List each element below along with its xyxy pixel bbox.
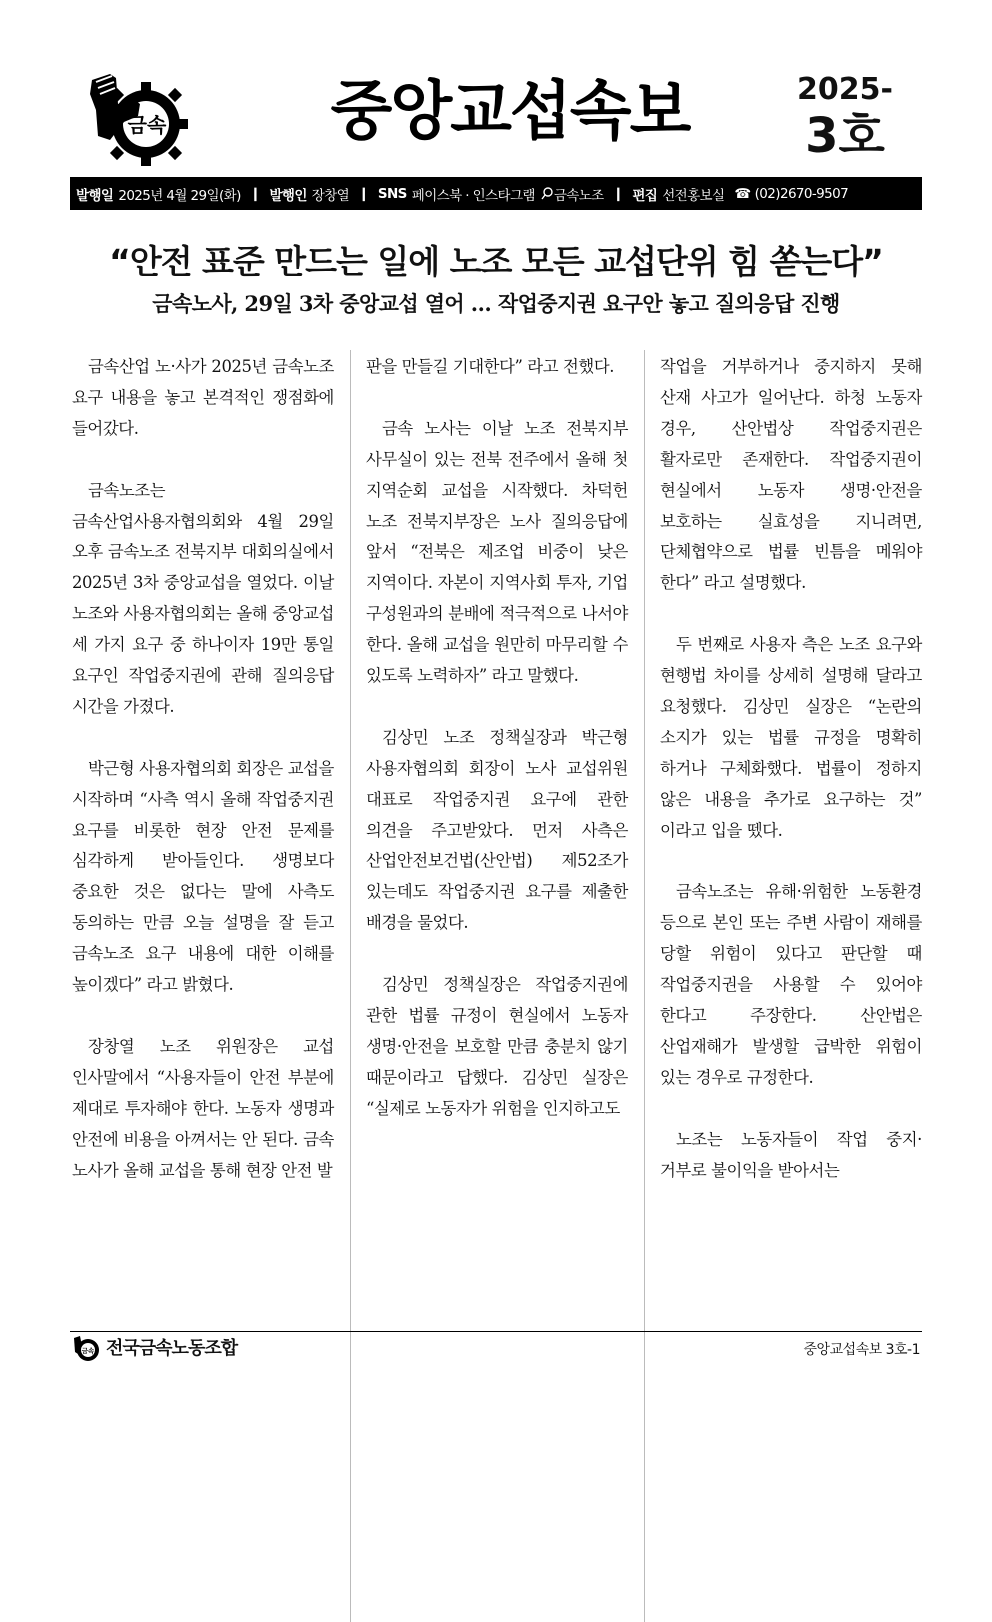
divider: ❙ <box>612 185 624 202</box>
paragraph: 박근형 사용자협의회 회장은 교섭을 시작하며 “사측 역시 올해 작업중지권 요구를 비롯한 현장 안전 문제를 심각하게 받아들인다. 생명보다 중요한 것은 없다는 말에 사측도 동의하는 만큼 오늘 설명을 잘 듣고 금속노조 요구 내용에 대한 이해를 높이겠다” 라고 밝혔다. <box>72 758 334 995</box>
paragraph: 두 번째로 사용자 측은 노조 요구와 현행법 차이를 상세히 설명해 달라고 요청했다. 김상민 실장은 “논란의 소지가 있는 법률 규정을 명확히 하거나 구체화했다. 법률이 정하지 않은 내용을 추가로 요구하는 것” 이라고 입을 뗐다. <box>660 635 922 840</box>
article-column-2 <box>366 352 628 1156</box>
editor: 선전홍보실 <box>662 187 725 204</box>
union-logo <box>84 66 206 168</box>
sns-platforms: 페이스북 · 인스타그램 <box>411 187 535 204</box>
article-column-1 <box>72 352 334 1217</box>
paragraph: 노조는 노동자들이 작업 중지·거부로 불이익을 받아서는 <box>660 1129 922 1180</box>
paragraph: 금속노조는 금속산업사용자협의회와 4월 29일 오후 금속노조 전북지부 대회의실에서 2025년 3차 중앙교섭을 열었다. 이날 노조와 사용자협의회는 올해 중앙교섭 세 가지 요구 중 하나이자 19만 통일 요구인 작업중지권에 관해 질의응답 시간을 가졌다. <box>72 480 334 716</box>
publisher-label: 발행인 <box>269 187 307 204</box>
sns-label: SNS <box>377 185 407 202</box>
paragraph: 판을 만들길 기대한다” 라고 전했다. <box>366 357 615 376</box>
publication-title: 중앙교섭속보 <box>330 75 690 149</box>
publication-info-bar <box>70 177 922 210</box>
paragraph: 금속산업 노·사가 2025년 금속노조 요구 내용을 놓고 본격적인 쟁점화에 들어갔다. <box>72 357 334 438</box>
paragraph: 금속 노사는 이날 노조 전북지부 사무실이 있는 전북 전주에서 올해 첫 지역순회 교섭을 시작했다. 차덕헌 노조 전북지부장은 노사 질의응답에 앞서 “전북은 제조업 비중이 낮은 지역이다. 자본이 지역사회 투자, 기업 구성원과의 분배에 적극적으로 나서야 한다. 올해 교섭을 원만히 마무리할 수 있도록 노력하자” 라고 말했다. <box>366 418 628 686</box>
footer-page-label: 중앙교섭속보 3호-1 <box>803 1342 920 1358</box>
phone-number: (02)2670-9507 <box>754 185 849 202</box>
article-column-3 <box>660 352 922 1217</box>
paragraph: 금속노조는 유해·위험한 노동환경 등으로 본인 또는 주변 사람이 재해를 당할 위험이 있다고 판단할 때 작업중지권을 사용할 수 있어야 한다고 주장한다. 산안법은 산업재해가 발생할 급박한 위험이 있는 경우로 규정한다. <box>660 882 922 1087</box>
divider: ❙ <box>249 185 261 202</box>
footer-union-logo <box>72 1334 102 1364</box>
footer-logo-text: 금속 <box>81 1347 95 1355</box>
divider: ❙ <box>358 185 369 202</box>
paragraph: 김상민 정책실장은 작업중지권에 관한 법률 규정이 현실에서 노동자 생명·안전을 보호할 만큼 충분치 않기 때문이라고 답했다. 김상민 실장은 “실제로 노동자가 위험을 인지하고도 <box>366 975 628 1118</box>
phone-icon: ☎ <box>734 185 751 202</box>
paragraph: 작업을 거부하거나 중지하지 못해 산재 사고가 일어난다. 하청 노동자 경우, 산안법상 작업중지권은 활자로만 존재한다. 작업중지권이 현실에서 노동자 생명·안전을 보호하는 실효성을 지니려면, 단체협약으로 법률 빈틈을 메워야 한다” 라고 설명했다. <box>660 357 922 593</box>
publish-date-label: 발행일 <box>76 187 114 204</box>
headline: “안전 표준 만드는 일에 노조 모든 교섭단위 힘 쏟는다” <box>109 242 883 281</box>
issue-number: 3호 <box>805 108 885 164</box>
column-rule <box>350 350 351 1622</box>
publish-date: 2025년 4월 29일(화) <box>118 187 241 204</box>
publisher: 장창열 <box>311 187 350 204</box>
paragraph: 장창열 노조 위원장은 교섭 인사말에서 “사용자들이 안전 부분에 제대로 투자해야 한다. 노동자 생명과 안전에 비용을 아껴서는 안 된다. 금속 노사가 올해 교섭을 통해 현장 안전 발 <box>72 1036 334 1180</box>
column-rule <box>644 350 645 1622</box>
subheadline: 금속노사, 29일 3차 중앙교섭 열어 … 작업중지권 요구안 놓고 질의응답 진행 <box>152 291 840 316</box>
editor-label: 편집 <box>632 187 658 204</box>
logo-text: 금속 <box>127 113 167 137</box>
sns-search-term: 금속노조 <box>553 187 604 204</box>
footer-organization: 전국금속노동조합 <box>106 1338 238 1359</box>
search-icon <box>541 187 553 200</box>
paragraph: 김상민 노조 정책실장과 박근형 사용자협의회 회장이 노사 교섭위원 대표로 작업중지권 요구에 관한 의견을 주고받았다. 먼저 사측은 산업안전보건법(산안법) 제52조가 있는데도 작업중지권 요구를 제출한 배경을 물었다. <box>366 727 628 933</box>
issue-year: 2025- <box>797 72 893 107</box>
footer-rule <box>70 1331 922 1332</box>
